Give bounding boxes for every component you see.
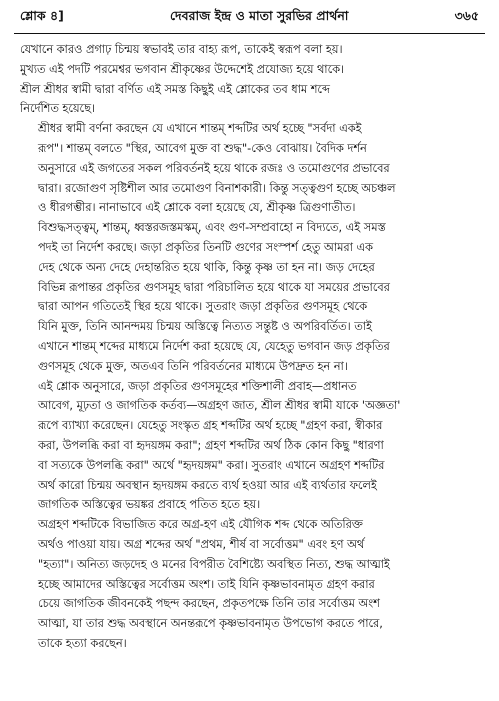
text-line: জাগতিক অস্তিত্বের ভয়ঙ্কর প্রবাহে পতিত হতে হয়। bbox=[38, 498, 261, 512]
text-line: দেহ থেকে অন্য দেহে দেহান্তরিত হয়ে থাকি, কিন্তু কৃষ্ণ তা হন না। জড় দেহের bbox=[38, 260, 375, 274]
text-line: চেয়ে জাগতিক জীবনকেই পছন্দ করছেন, প্রকৃতপক্ষে তিনি তার সর্বোত্তম অংশ bbox=[38, 597, 380, 611]
text-line: ও ধীরগম্ভীর। নানাভাবে এই শ্লোকে বলা হয়েছে যে, শ্রীকৃষ্ণ ত্রিগুণাতীত। bbox=[38, 201, 356, 215]
text-line: "হত্যা"। অনিত্য জড়দেহ ও মনের বিপরীত বৈশিষ্ট্যে অবস্থিত নিত্য, শুদ্ধ আত্মাই bbox=[38, 557, 390, 571]
text-line: আবেগ, মূঢ়তা ও জাগতিক কর্তব্য—অগ্রহণ জাত, শ্রীল শ্রীধর স্বামী যাকে 'অজ্ঞতা' bbox=[38, 399, 401, 413]
text-line: অগ্রহণ শব্দটিকে বিভাজিত করে অগ্র-হণ এই যৌগিক শব্দ থেকে অতিরিক্ত bbox=[38, 518, 363, 532]
text-line: এই শ্লোক অনুসারে, জড়া প্রকৃতির গুণসমূহের শক্তিশালী প্রবাহ—প্রধানত bbox=[38, 379, 357, 393]
text-line: বা সত্যকে উপলব্ধি করা" অর্থে "হৃদয়ঙ্গম" করা। সুতরাং এখানে অগ্রহণ শব্দটির bbox=[38, 458, 385, 472]
page-body bbox=[14, 34, 485, 654]
text-line: বিভিন্ন রূপান্তর প্রকৃতির গুণসমূহ দ্বারা পরিচালিত হয়ে থাকে যা সময়ের প্রভাবের bbox=[38, 280, 390, 294]
text-line: যিনি মুক্ত, তিনি আনন্দময় চিন্ময় অস্তিত্বে নিত্যত সন্তুষ্ট ও অপরিবর্তিত। তাই bbox=[38, 320, 372, 334]
text-line: রূপে ব্যাখ্যা করেছেন। যেহেতু সংস্কৃত গ্রহ শব্দটির অর্থ হচ্ছে "গ্রহণ করা, স্বীকার bbox=[38, 419, 383, 433]
text-line: শ্রীল শ্রীধর স্বামী দ্বারা বর্ণিত এই সমস্ত কিছুই এই শ্লোকের তব ধাম শব্দে bbox=[20, 82, 330, 96]
paragraph bbox=[20, 515, 479, 654]
paragraph bbox=[20, 40, 479, 119]
text-line: রূপ"। শান্তম্ বলতে "স্থির, আবেগ মুক্ত বা শুদ্ধ"-কেও বোঝায়। বৈদিক দর্শন bbox=[38, 141, 367, 155]
text-line: অর্থও পাওয়া যায়। অগ্র শব্দের অর্থ "প্রথম, শীর্ষ বা সর্বোত্তম" এবং হণ অর্থ bbox=[38, 537, 365, 551]
text-line: করা, উপলব্ধি করা বা হৃদয়ঙ্গম করা"; গ্রহণ শব্দটির অর্থ ঠিক কোন কিছু "ধারণা bbox=[38, 438, 384, 452]
text-line: দ্বারা আপন গতিতেই স্থির হয়ে থাকে। সুতরাং জড়া প্রকৃতির গুণসমূহ থেকে bbox=[38, 300, 367, 314]
text-line: বিশুদ্ধসত্ত্বম্, শান্তম্, ধ্বস্তরজস্তমস্কম্, এবং গুণ-সম্প্রবাহো ন বিদ্যতে, এই সমস্ত bbox=[38, 221, 386, 235]
text-line: মুখ্যত এই পদটি পরমেশ্বর ভগবান শ্রীকৃষ্ণের উদ্দেশেই প্রযোজ্য হয়ে থাকে। bbox=[20, 62, 345, 76]
text-line: গুণসমূহ থেকে মুক্ত, অতএব তিনি পরিবর্তনের মাধ্যমে উপদ্রুত হন না। bbox=[38, 359, 348, 373]
text-line: পদই তা নির্দেশ করছে। জড়া প্রকৃতির তিনটি গুণের সংস্পর্শ হেতু আমরা এক bbox=[38, 240, 373, 254]
chapter-title: দেবরাজ ইন্দ্র ও মাতা সুরভির প্রার্থনা bbox=[169, 8, 349, 23]
paragraph bbox=[20, 119, 479, 376]
text-line: যেখানে কারও প্রগাঢ় চিন্ময় স্বভাবই তার বাহ্য রূপ, তাকেই স্বরূপ বলা হয়। bbox=[20, 43, 343, 56]
text-line: হচ্ছে আমাদের অস্তিত্বের সর্বোত্তম অংশ। তাই যিনি কৃষ্ণভাবনামৃত গ্রহণ করার bbox=[38, 577, 375, 591]
text-line: দ্বারা। রজোগুণ সৃষ্টিশীল আর তমোগুণ বিনাশকারী। কিন্তু সত্ত্বগুণ হচ্ছে অচঞ্চল bbox=[38, 181, 396, 195]
page-header bbox=[14, 8, 485, 34]
verse-reference: শ্লোক ৪] bbox=[20, 8, 64, 23]
text-line: শ্রীধর স্বামী বর্ণনা করছেন যে এখানে শান্তম্ শব্দটির অর্থ হচ্ছে "সর্বদা একই bbox=[38, 122, 362, 136]
text-line: এখানে শান্তম্ শব্দের মাধ্যমে নির্দেশ করা হয়েছে যে, যেহেতু ভগবান জড় প্রকৃতির bbox=[38, 339, 390, 353]
text-line: আত্মা, যা তার শুদ্ধ অবস্থানে অনন্তরূপে কৃষ্ণভাবনামৃত উপভোগ করতে পারে, bbox=[38, 617, 383, 631]
text-line: অর্থ কারো চিন্ময় অবস্থান হৃদয়ঙ্গম করতে ব্যর্থ হওয়া আর এই ব্যর্থতার ফলেই bbox=[38, 478, 377, 492]
page-number: ৩৬৫ bbox=[454, 8, 479, 23]
paragraph bbox=[20, 377, 479, 516]
text-line: নির্দেশিত হয়েছে। bbox=[20, 102, 95, 116]
text-line: অনুসারে এই জগতের সকল পরিবর্তনই হয়ে থাকে রজঃ ও তমোগুণের প্রভাবের bbox=[38, 161, 390, 175]
text-line: তাকে হত্যা করছেন। bbox=[38, 636, 127, 650]
